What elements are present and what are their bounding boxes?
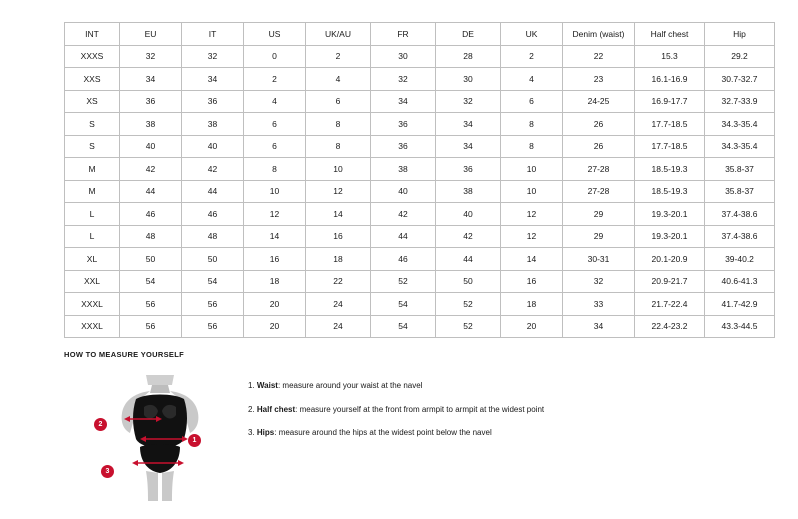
cell: 29 — [563, 225, 635, 248]
cell: 56 — [120, 293, 182, 316]
cell: 18.5-19.3 — [635, 180, 705, 203]
cell: 8 — [306, 135, 371, 158]
cell: 16 — [306, 225, 371, 248]
cell: L — [65, 203, 120, 226]
table-row — [65, 68, 775, 91]
cell: 29 — [563, 203, 635, 226]
cell: 54 — [371, 315, 436, 338]
table-row — [65, 180, 775, 203]
column-header: IT — [182, 23, 244, 46]
cell: 34 — [436, 113, 501, 136]
cell: 44 — [436, 248, 501, 271]
cell: 56 — [182, 293, 244, 316]
how-to-measure-body — [64, 373, 744, 503]
instruction-number: 2. — [248, 404, 255, 414]
instruction-term: Hips — [256, 428, 275, 438]
cell: 22 — [306, 270, 371, 293]
cell: 26 — [563, 113, 635, 136]
cell: 50 — [120, 248, 182, 271]
cell: 52 — [371, 270, 436, 293]
cell: 43.3-44.5 — [705, 315, 775, 338]
cell: 35.8-37 — [705, 158, 775, 181]
cell: 16.9-17.7 — [635, 90, 705, 113]
cell: 10 — [244, 180, 306, 203]
cell: 40 — [120, 135, 182, 158]
cell: 36 — [371, 135, 436, 158]
cell: 52 — [436, 293, 501, 316]
cell: 28 — [436, 45, 501, 68]
cell: 42 — [182, 158, 244, 181]
instruction-text: : measure around your waist at the navel — [277, 381, 423, 390]
how-to-measure-section — [64, 350, 744, 503]
cell: 17.7-18.5 — [635, 135, 705, 158]
cell: 44 — [120, 180, 182, 203]
table-row — [65, 90, 775, 113]
instruction-text: : measure yourself at the front from armpit to armpit at the widest point — [295, 404, 545, 414]
cell: 32 — [563, 270, 635, 293]
cell: 29.2 — [705, 45, 775, 68]
cell: 12 — [501, 203, 563, 226]
cell: 20.9-21.7 — [635, 270, 705, 293]
cell: 40 — [436, 203, 501, 226]
cell: 30.7-32.7 — [705, 68, 775, 91]
cell: 36 — [371, 113, 436, 136]
cell: 36 — [120, 90, 182, 113]
cell: 4 — [306, 68, 371, 91]
cell: 0 — [244, 45, 306, 68]
cell: 24-25 — [563, 90, 635, 113]
instruction-term: Waist — [256, 381, 278, 390]
cell: 26 — [563, 135, 635, 158]
table-row — [65, 248, 775, 271]
cell: 34 — [371, 90, 436, 113]
cell: 2 — [306, 45, 371, 68]
measure-badge-3: 3 — [101, 465, 114, 478]
cell: 30-31 — [563, 248, 635, 271]
mannequin-figure-icon — [100, 373, 220, 503]
cell: 32 — [120, 45, 182, 68]
column-header: INT — [65, 23, 120, 46]
cell: S — [65, 135, 120, 158]
cell: 12 — [244, 203, 306, 226]
cell: XXXS — [65, 45, 120, 68]
column-header: Hip — [705, 23, 775, 46]
cell: 54 — [120, 270, 182, 293]
cell: 24 — [306, 315, 371, 338]
cell: 32 — [436, 90, 501, 113]
size-chart-table — [64, 22, 775, 338]
column-header: US — [244, 23, 306, 46]
cell: M — [65, 158, 120, 181]
cell: 52 — [436, 315, 501, 338]
cell: 22.4-23.2 — [635, 315, 705, 338]
cell: 23 — [563, 68, 635, 91]
instruction-term: Half chest — [256, 404, 296, 414]
how-to-measure-title: HOW TO MEASURE YOURSELF — [64, 350, 184, 359]
cell: 4 — [501, 68, 563, 91]
cell: 46 — [120, 203, 182, 226]
cell: 41.7-42.9 — [705, 293, 775, 316]
cell: 40.6-41.3 — [705, 270, 775, 293]
instruction-item-half-chest — [248, 405, 744, 415]
cell: 27-28 — [563, 180, 635, 203]
cell: 6 — [501, 90, 563, 113]
cell: 2 — [244, 68, 306, 91]
column-header: DE — [436, 23, 501, 46]
cell: 4 — [244, 90, 306, 113]
cell: 33 — [563, 293, 635, 316]
cell: 14 — [244, 225, 306, 248]
table-row — [65, 158, 775, 181]
cell: 20 — [244, 293, 306, 316]
cell: 32.7-33.9 — [705, 90, 775, 113]
cell: 21.7-22.4 — [635, 293, 705, 316]
cell: 27-28 — [563, 158, 635, 181]
cell: 42 — [436, 225, 501, 248]
cell: 34 — [436, 135, 501, 158]
cell: 6 — [244, 135, 306, 158]
cell: 50 — [436, 270, 501, 293]
cell: 10 — [306, 158, 371, 181]
cell: 30 — [436, 68, 501, 91]
cell: 34 — [182, 68, 244, 91]
column-header: Half chest — [635, 23, 705, 46]
cell: M — [65, 180, 120, 203]
cell: 36 — [182, 90, 244, 113]
cell: 6 — [306, 90, 371, 113]
instruction-number: 1. — [248, 381, 255, 390]
cell: 48 — [182, 225, 244, 248]
cell: 30 — [371, 45, 436, 68]
cell: 10 — [501, 158, 563, 181]
cell: L — [65, 225, 120, 248]
cell: 18 — [244, 270, 306, 293]
measure-badge-2: 2 — [94, 418, 107, 431]
cell: 15.3 — [635, 45, 705, 68]
cell: 35.8-37 — [705, 180, 775, 203]
column-header: FR — [371, 23, 436, 46]
cell: 44 — [182, 180, 244, 203]
cell: 40 — [182, 135, 244, 158]
size-chart-container — [64, 22, 758, 338]
instruction-text: : measure around the hips at the widest point below the navel — [274, 428, 492, 438]
cell: 24 — [306, 293, 371, 316]
cell: 19.3-20.1 — [635, 225, 705, 248]
cell: 42 — [120, 158, 182, 181]
cell: 46 — [371, 248, 436, 271]
column-header: EU — [120, 23, 182, 46]
cell: XXXL — [65, 315, 120, 338]
cell: 18 — [306, 248, 371, 271]
cell: 32 — [371, 68, 436, 91]
cell: 17.7-18.5 — [635, 113, 705, 136]
table-row — [65, 135, 775, 158]
cell: 36 — [436, 158, 501, 181]
cell: 8 — [306, 113, 371, 136]
cell: 40 — [371, 180, 436, 203]
cell: 16 — [244, 248, 306, 271]
instruction-item-hips — [248, 428, 744, 438]
cell: 34 — [120, 68, 182, 91]
cell: 18.5-19.3 — [635, 158, 705, 181]
cell: 20.1-20.9 — [635, 248, 705, 271]
cell: 34.3-35.4 — [705, 135, 775, 158]
cell: 56 — [120, 315, 182, 338]
table-row — [65, 293, 775, 316]
column-header: Denim (waist) — [563, 23, 635, 46]
cell: XS — [65, 90, 120, 113]
cell: S — [65, 113, 120, 136]
cell: 10 — [501, 180, 563, 203]
cell: 32 — [182, 45, 244, 68]
cell: 6 — [244, 113, 306, 136]
column-header: UK/AU — [306, 23, 371, 46]
cell: 12 — [501, 225, 563, 248]
table-row — [65, 203, 775, 226]
column-header: UK — [501, 23, 563, 46]
cell: 39-40.2 — [705, 248, 775, 271]
cell: 16 — [501, 270, 563, 293]
cell: 54 — [182, 270, 244, 293]
cell: 20 — [501, 315, 563, 338]
cell: XXL — [65, 270, 120, 293]
cell: 37.4-38.6 — [705, 225, 775, 248]
cell: 8 — [501, 135, 563, 158]
cell: 38 — [120, 113, 182, 136]
cell: 38 — [371, 158, 436, 181]
table-header-row — [65, 23, 775, 46]
table-row — [65, 225, 775, 248]
cell: 50 — [182, 248, 244, 271]
measure-badge-1: 1 — [188, 434, 201, 447]
cell: 42 — [371, 203, 436, 226]
cell: 8 — [501, 113, 563, 136]
cell: 18 — [501, 293, 563, 316]
table-row — [65, 113, 775, 136]
cell: 16.1-16.9 — [635, 68, 705, 91]
table-row — [65, 315, 775, 338]
cell: 38 — [436, 180, 501, 203]
cell: 8 — [244, 158, 306, 181]
cell: 44 — [371, 225, 436, 248]
cell: 14 — [306, 203, 371, 226]
cell: 14 — [501, 248, 563, 271]
measure-instructions — [248, 381, 744, 452]
cell: 20 — [244, 315, 306, 338]
instruction-number: 3. — [248, 428, 255, 438]
cell: XXS — [65, 68, 120, 91]
cell: 46 — [182, 203, 244, 226]
cell: 34 — [563, 315, 635, 338]
mannequin-illustration — [100, 373, 220, 503]
cell: 56 — [182, 315, 244, 338]
cell: 12 — [306, 180, 371, 203]
cell: 34.3-35.4 — [705, 113, 775, 136]
cell: 37.4-38.6 — [705, 203, 775, 226]
table-row — [65, 45, 775, 68]
cell: 22 — [563, 45, 635, 68]
cell: 19.3-20.1 — [635, 203, 705, 226]
cell: XL — [65, 248, 120, 271]
cell: 54 — [371, 293, 436, 316]
cell: 2 — [501, 45, 563, 68]
instruction-item-waist — [248, 381, 744, 391]
cell: 48 — [120, 225, 182, 248]
cell: XXXL — [65, 293, 120, 316]
cell: 38 — [182, 113, 244, 136]
table-row — [65, 270, 775, 293]
